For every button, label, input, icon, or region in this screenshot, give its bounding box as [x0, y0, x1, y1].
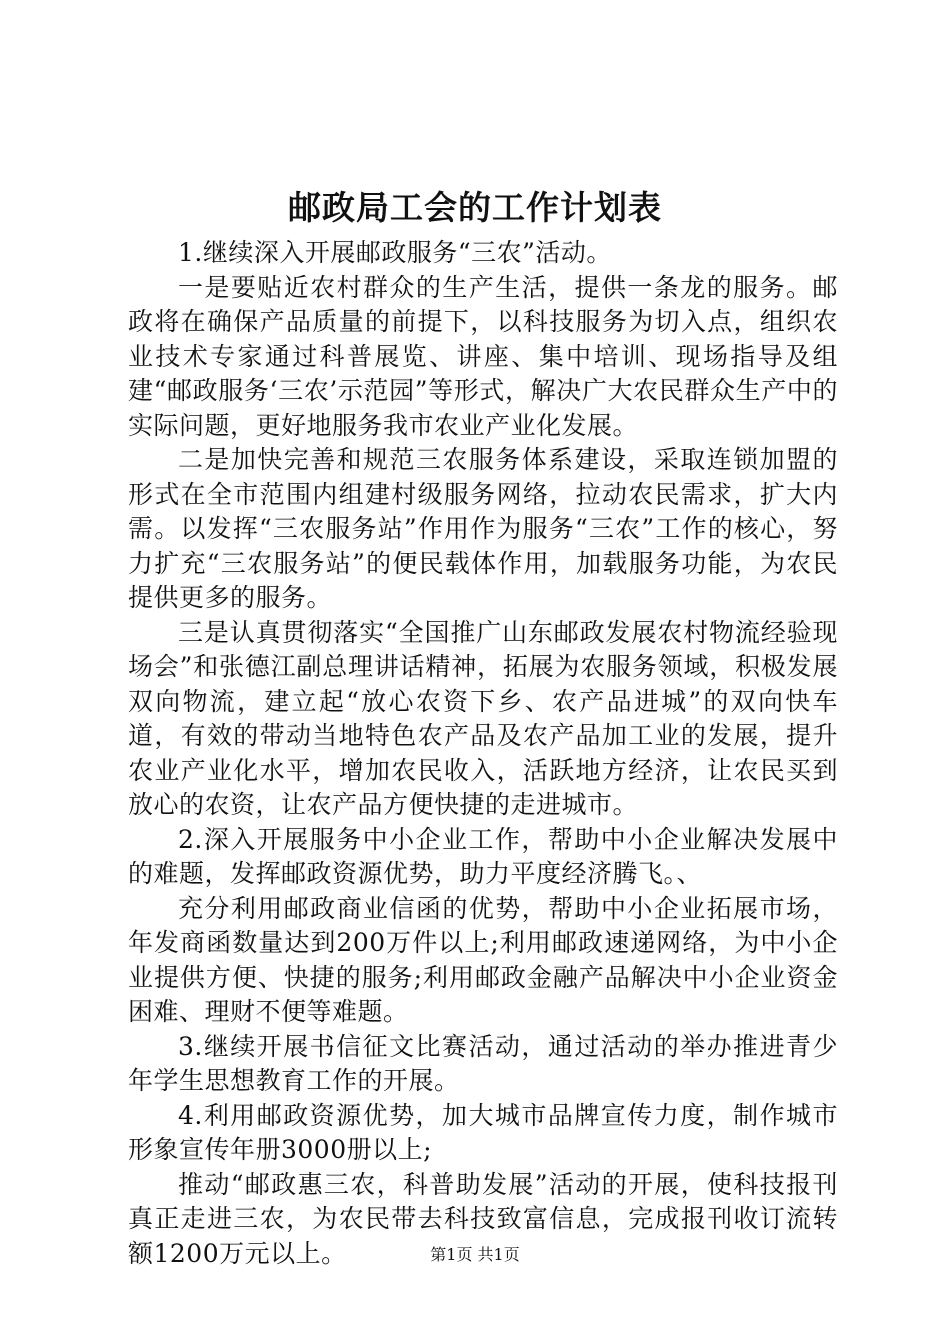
paragraph-4: 三是认真贯彻落实“全国推广山东邮政发展农村物流经验现场会”和张德江副总理讲话精神，拓展为农服务领域，积极发展双向物流，建立起“放心农资下乡、农产品进城”的双向快车道，有效的带动当地特色农产品及农产品加工业的发展，提升农业产业化水平，增加农民收入，活跃地方经济，让农民买到放心的农资，让农产品方便快捷的走进城市。	[128, 617, 838, 819]
paragraph-7: 3.继续开展书信征文比赛活动，通过活动的举办推进青少年学生思想教育工作的开展。	[128, 1031, 838, 1095]
paragraph-6: 充分利用邮政商业信函的优势，帮助中小企业拓展市场，年发商函数量达到200万件以上;利用邮政速递网络，为中小企业提供方便、快捷的服务;利用邮政金融产品解决中小企业资金困难、理财不便等难题。	[128, 893, 838, 1026]
document-body	[128, 236, 838, 1271]
document-title: 邮政局工会的工作计划表	[288, 188, 662, 227]
paragraph-8: 4.利用邮政资源优势，加大城市品牌宣传力度，制作城市形象宣传年册3000册以上;	[128, 1100, 838, 1164]
paragraph-2: 一是要贴近农村群众的生产生活，提供一条龙的服务。邮政将在确保产品质量的前提下，以科技服务为切入点，组织农业技术专家通过科普展览、讲座、集中培训、现场指导及组建“邮政服务‘三农’示范园”等形式，解决广大农民群众生产中的实际问题，更好地服务我市农业产业化发展。	[128, 272, 838, 440]
page-number-footer: 第1页 共1页	[430, 1245, 520, 1264]
paragraph-9: 推动“邮政惠三农，科普助发展”活动的开展，使科技报刊真正走进三农，为农民带去科技致富信息，完成报刊收订流转额1200万元以上。	[128, 1169, 838, 1268]
paragraph-1: 1.继续深入开展邮政服务“三农”活动。	[178, 238, 612, 267]
paragraph-5: 2.深入开展服务中小企业工作，帮助中小企业解决发展中的难题，发挥邮政资源优势，助力平度经济腾飞。、	[128, 824, 838, 888]
paragraph-3: 二是加快完善和规范三农服务体系建设，采取连锁加盟的形式在全市范围内组建村级服务网络，拉动农民需求，扩大内需。以发挥“三农服务站”作用作为服务“三农”工作的核心，努力扩充“三农服务站”的便民载体作用，加载服务功能，为农民提供更多的服务。	[128, 445, 838, 612]
